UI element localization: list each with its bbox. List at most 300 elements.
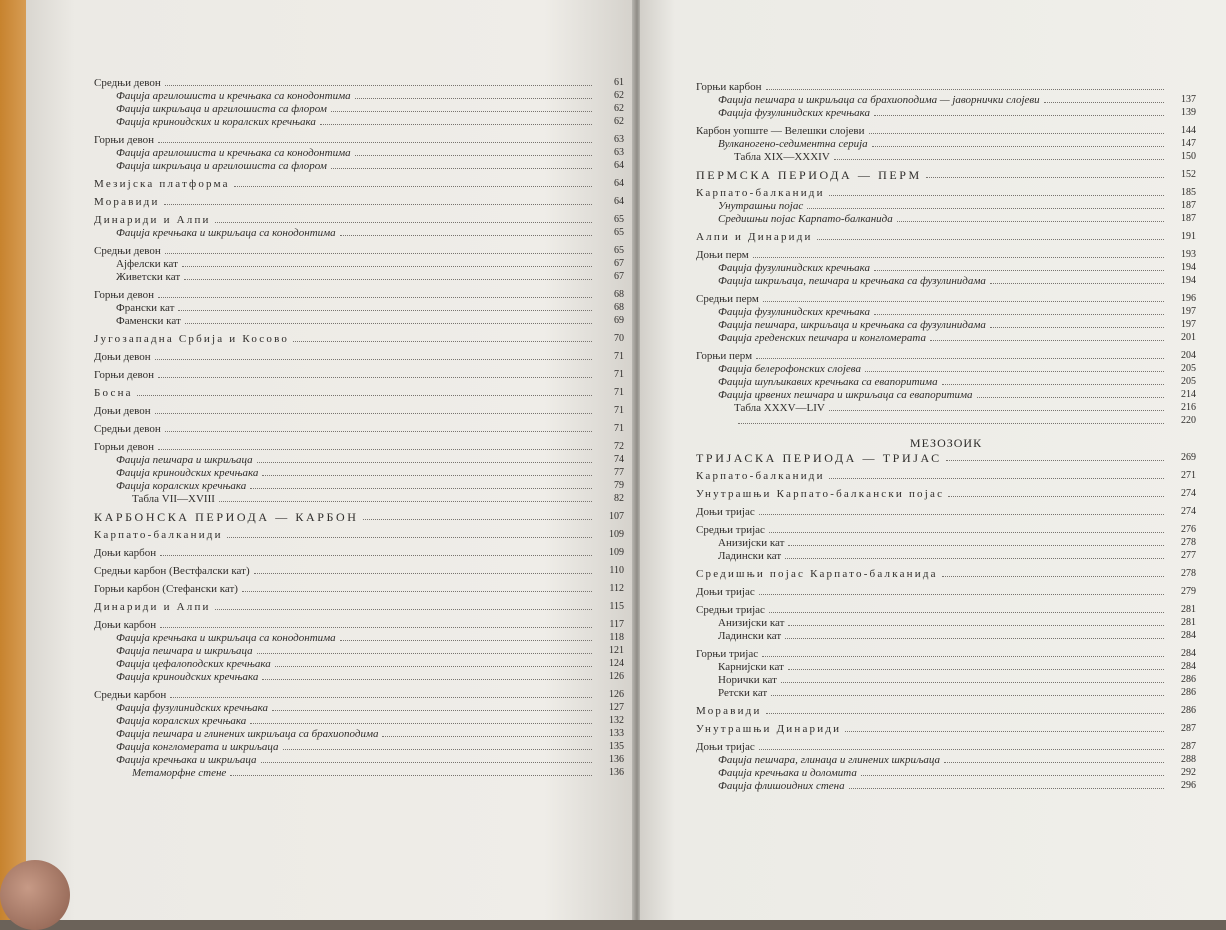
toc-leader-dots xyxy=(158,142,592,143)
toc-entry-page: 281 xyxy=(1181,617,1196,628)
toc-leader-dots xyxy=(275,666,592,667)
toc-entry xyxy=(94,479,624,492)
toc-entry-page: 68 xyxy=(614,289,624,300)
toc-entry xyxy=(696,469,1196,482)
toc-entry-label: Средњи девон xyxy=(94,77,161,89)
toc-leader-dots xyxy=(164,204,592,205)
toc-entry-page: 71 xyxy=(614,387,624,398)
toc-entry xyxy=(696,137,1196,150)
toc-leader-dots xyxy=(762,656,1164,657)
toc-entry-label: Табла XXXV—LIV xyxy=(734,402,825,414)
toc-entry xyxy=(696,585,1196,598)
toc-entry xyxy=(94,644,624,657)
toc-entry xyxy=(94,301,624,314)
toc-leader-dots xyxy=(759,594,1164,595)
toc-entry xyxy=(696,248,1196,261)
toc-leader-dots xyxy=(845,731,1164,732)
toc-entry xyxy=(696,230,1196,243)
toc-entry-page: 204 xyxy=(1181,350,1196,361)
toc-entry-label: Фација кречњака и доломита xyxy=(718,767,857,779)
toc-leader-dots xyxy=(897,221,1164,222)
toc-leader-dots xyxy=(215,222,592,223)
toc-leader-dots xyxy=(155,359,592,360)
toc-entry xyxy=(696,603,1196,616)
toc-entry-label: Горњи карбон (Стефански кат) xyxy=(94,583,238,595)
toc-leader-dots xyxy=(944,762,1164,763)
toc-entry xyxy=(696,199,1196,212)
toc-entry xyxy=(696,331,1196,344)
toc-entry-page: 187 xyxy=(1181,213,1196,224)
toc-entry xyxy=(696,106,1196,119)
toc-leader-dots xyxy=(355,98,592,99)
toc-entry xyxy=(696,647,1196,660)
toc-entry xyxy=(696,401,1196,414)
toc-entry-label: Фација пешчара и шкриљаца xyxy=(116,645,253,657)
toc-entry-label: Средњи девон xyxy=(94,423,161,435)
toc-entry-label: Средњи тријас xyxy=(696,524,765,536)
toc-entry-page: 185 xyxy=(1181,187,1196,198)
toc-entry-page: 194 xyxy=(1181,262,1196,273)
toc-entry xyxy=(696,704,1196,717)
toc-entry-label: Фаменски кат xyxy=(116,315,181,327)
toc-entry-page: 69 xyxy=(614,315,624,326)
toc-entry xyxy=(94,422,624,435)
toc-entry-page: 64 xyxy=(614,196,624,207)
toc-leader-dots xyxy=(160,555,592,556)
toc-entry-label: Средњи девон xyxy=(94,245,161,257)
toc-entry-label: Карнијски кат xyxy=(718,661,784,673)
toc-leader-dots xyxy=(182,266,592,267)
toc-entry-label: Фација аргилошиста и кречњака са конодонтима xyxy=(116,90,351,102)
toc-entry-label: Горњи девон xyxy=(94,289,154,301)
toc-entry-page: 126 xyxy=(609,689,624,700)
toc-entry-page: 115 xyxy=(609,601,624,612)
toc-entry-label: КАРБОНСКА ПЕРИОДА — КАРБОН xyxy=(94,510,359,524)
toc-leader-dots xyxy=(948,496,1164,497)
toc-entry-page: 274 xyxy=(1181,488,1196,499)
toc-entry-label: Средишњи појас Карпато-балканида xyxy=(718,213,893,225)
toc-entry xyxy=(696,318,1196,331)
toc-entry-page: 65 xyxy=(614,227,624,238)
toc-entry xyxy=(696,362,1196,375)
toc-entry-page: 126 xyxy=(609,671,624,682)
toc-entry-page: 64 xyxy=(614,160,624,171)
toc-entry-label: Ладински кат xyxy=(718,630,782,642)
toc-leader-dots xyxy=(769,532,1164,533)
toc-entry xyxy=(94,564,624,577)
toc-entry-page: 216 xyxy=(1181,402,1196,413)
toc-leader-dots xyxy=(185,323,592,324)
toc-entry-page: 71 xyxy=(614,405,624,416)
toc-entry xyxy=(94,89,624,102)
toc-entry-label: Доњи девон xyxy=(94,405,151,417)
toc-leader-dots xyxy=(759,749,1164,750)
toc-entry xyxy=(94,314,624,327)
toc-entry xyxy=(696,505,1196,518)
toc-leader-dots xyxy=(165,431,592,432)
toc-entry xyxy=(696,766,1196,779)
toc-entry xyxy=(94,270,624,283)
toc-leader-dots xyxy=(331,111,592,112)
toc-entry xyxy=(696,567,1196,580)
toc-entry xyxy=(94,740,624,753)
toc-entry-label: Живетски кат xyxy=(116,271,181,283)
toc-entry xyxy=(696,375,1196,388)
toc-leader-dots xyxy=(170,697,592,698)
toc-entry-page: 132 xyxy=(609,715,624,726)
toc-entry-label: Горњи девон xyxy=(94,441,154,453)
toc-entry-label: Фација коралских кречњака xyxy=(116,715,247,727)
toc-entry-label: Доњи тријас xyxy=(696,586,755,598)
toc-leader-dots xyxy=(242,591,592,592)
toc-leader-dots xyxy=(738,423,1164,424)
toc-leader-dots xyxy=(254,573,592,574)
toc-entry-label: Карпато-балканиди xyxy=(696,187,825,199)
toc-entry-page: 82 xyxy=(614,493,624,504)
toc-entry-label: Средњи перм xyxy=(696,293,759,305)
toc-entry-label: Фација кречњака и шкриљаца са конодонтима xyxy=(116,632,336,644)
toc-entry xyxy=(94,133,624,146)
toc-entry xyxy=(696,349,1196,362)
toc-leader-dots xyxy=(250,488,592,489)
toc-entry-page: 71 xyxy=(614,351,624,362)
toc-entry-label: Фација пешчара, глинаца и глинених шкриљаца xyxy=(718,754,941,766)
toc-leader-dots xyxy=(753,257,1164,258)
toc-entry xyxy=(94,195,624,208)
toc-entry xyxy=(696,523,1196,536)
toc-entry-label: Фација пешчара и шкриљаца xyxy=(116,454,253,466)
toc-entry-label: Фација фузулинидских кречњака xyxy=(718,107,870,119)
toc-entry-page: 279 xyxy=(1181,586,1196,597)
toc-entry-label: Норички кат xyxy=(718,674,777,686)
toc-leader-dots xyxy=(340,640,592,641)
toc-entry xyxy=(94,492,624,505)
toc-leader-dots xyxy=(283,749,592,750)
toc-entry xyxy=(94,453,624,466)
toc-leader-dots xyxy=(849,788,1164,789)
toc-entry-page: 187 xyxy=(1181,200,1196,211)
toc-leader-dots xyxy=(807,208,1164,209)
toc-entry-page: 110 xyxy=(609,565,624,576)
toc-entry xyxy=(94,226,624,239)
toc-leader-dots xyxy=(874,115,1164,116)
toc-leader-dots xyxy=(257,653,592,654)
toc-entry-page: 152 xyxy=(1181,169,1196,180)
toc-entry xyxy=(696,753,1196,766)
toc-entry xyxy=(94,332,624,345)
toc-entry-label: Горњи перм xyxy=(696,350,753,362)
toc-leader-dots xyxy=(990,327,1164,328)
toc-leader-dots xyxy=(788,625,1164,626)
toc-entry xyxy=(696,124,1196,137)
toc-entry-page: 201 xyxy=(1181,332,1196,343)
toc-entry-label: Средњи карбон (Вестфалски кат) xyxy=(94,565,250,577)
toc-entry-label: Фација кречњака и шкриљаца са конодонтима xyxy=(116,227,336,239)
toc-entry-label: Средњи тријас xyxy=(696,604,765,616)
toc-entry-page: 62 xyxy=(614,116,624,127)
toc-entry-page: 276 xyxy=(1181,524,1196,535)
toc-entry xyxy=(696,779,1196,792)
toc-entry-page: 107 xyxy=(609,511,624,522)
toc-entry-label: Фација пешчара и шкриљаца са брахиоподима — јаворнички слојеви xyxy=(718,94,1040,106)
toc-entry-label: Југозападна Србија и Косово xyxy=(94,333,290,345)
toc-leader-dots xyxy=(829,478,1164,479)
toc-leader-dots xyxy=(756,358,1164,359)
toc-entry-page: 286 xyxy=(1181,705,1196,716)
toc-leader-dots xyxy=(766,713,1164,714)
toc-leader-dots xyxy=(158,449,592,450)
toc-entry-page: 271 xyxy=(1181,470,1196,481)
toc-entry xyxy=(696,536,1196,549)
toc-entry xyxy=(696,212,1196,225)
toc-leader-dots xyxy=(829,195,1164,196)
toc-leader-dots xyxy=(293,341,592,342)
toc-entry-label: Фација фузулинидских кречњака xyxy=(718,306,870,318)
toc-entry-page: 62 xyxy=(614,103,624,114)
toc-entry xyxy=(94,714,624,727)
toc-entry-label: Доњи тријас xyxy=(696,506,755,518)
toc-entry xyxy=(94,404,624,417)
toc-leader-dots xyxy=(788,545,1164,546)
toc-entry-page: 284 xyxy=(1181,661,1196,672)
toc-entry-page: 64 xyxy=(614,178,624,189)
toc-entry xyxy=(696,616,1196,629)
toc-leader-dots xyxy=(272,710,592,711)
toc-entry-page: 269 xyxy=(1181,452,1196,463)
toc-entry-page: 127 xyxy=(609,702,624,713)
toc-leader-dots xyxy=(865,371,1164,372)
toc-entry xyxy=(94,288,624,301)
toc-entry xyxy=(696,722,1196,735)
toc-entry-label: Доњи карбон xyxy=(94,619,157,631)
toc-entry xyxy=(696,673,1196,686)
toc-entry-page: 193 xyxy=(1181,249,1196,260)
toc-entry-label: Карпато-балканиди xyxy=(94,529,223,541)
toc-entry-label: Унутрашњи појас xyxy=(718,200,804,212)
toc-entry-page: 197 xyxy=(1181,319,1196,330)
toc-entry-label: Горњи карбон xyxy=(696,81,762,93)
toc-entry-label: Мезијска платформа xyxy=(94,178,230,190)
toc-entry-label: Фација шкриљаца и аргилошиста са флором xyxy=(116,160,327,172)
toc-leader-dots xyxy=(184,279,592,280)
toc-entry-label: Горњи девон xyxy=(94,134,154,146)
toc-entry xyxy=(94,657,624,670)
toc-entry xyxy=(94,510,624,523)
toc-leader-dots xyxy=(942,384,1164,385)
toc-entry xyxy=(94,386,624,399)
toc-entry-page: 286 xyxy=(1181,674,1196,685)
toc-entry-page: 117 xyxy=(609,619,624,630)
toc-leader-dots xyxy=(769,612,1164,613)
toc-entry-page: 136 xyxy=(609,767,624,778)
toc-entry-page: 281 xyxy=(1181,604,1196,615)
toc-entry-page: 109 xyxy=(609,529,624,540)
toc-entry-label: ПЕРМСКА ПЕРИОДА — ПЕРМ xyxy=(696,168,922,182)
toc-entry-page: 109 xyxy=(609,547,624,558)
toc-leader-dots xyxy=(230,775,592,776)
toc-entry xyxy=(94,177,624,190)
toc-leader-dots xyxy=(869,133,1164,134)
toc-entry xyxy=(94,440,624,453)
toc-entry xyxy=(696,186,1196,199)
toc-entry-label: Фација шкриљаца и аргилошиста са флором xyxy=(116,103,327,115)
toc-entry xyxy=(94,753,624,766)
toc-entry xyxy=(94,368,624,381)
toc-entry-label: Табла VII—XVIII xyxy=(132,493,215,505)
toc-entry-page: 121 xyxy=(609,645,624,656)
toc-entry xyxy=(696,150,1196,163)
toc-entry-page: 205 xyxy=(1181,363,1196,374)
toc-entry-page: 139 xyxy=(1181,107,1196,118)
toc-entry-page: 274 xyxy=(1181,506,1196,517)
toc-entry xyxy=(94,631,624,644)
toc-entry-page: 284 xyxy=(1181,648,1196,659)
left-toc xyxy=(94,76,624,779)
toc-entry-page: 288 xyxy=(1181,754,1196,765)
toc-entry-page: 147 xyxy=(1181,138,1196,149)
toc-entry-label: Вулканогено-седиментна серија xyxy=(718,138,868,150)
toc-entry-page: 79 xyxy=(614,480,624,491)
toc-entry-label: Фација белерофонских слојева xyxy=(718,363,861,375)
toc-entry-label: Моравиди xyxy=(696,705,762,717)
toc-entry-label: Доњи карбон xyxy=(94,547,157,559)
toc-leader-dots xyxy=(363,519,593,520)
toc-entry xyxy=(94,528,624,541)
toc-entry xyxy=(94,102,624,115)
toc-leader-dots xyxy=(158,297,592,298)
toc-entry-label: Доњи тријас xyxy=(696,741,755,753)
toc-entry-page: 67 xyxy=(614,258,624,269)
toc-leader-dots xyxy=(234,186,592,187)
toc-entry-page: 71 xyxy=(614,369,624,380)
toc-entry xyxy=(94,466,624,479)
toc-entry-label: Фација криноидских и коралских кречњака xyxy=(116,116,316,128)
right-page xyxy=(640,0,1226,920)
toc-leader-dots xyxy=(872,146,1164,147)
toc-entry-label: Ладински кат xyxy=(718,550,782,562)
toc-leader-dots xyxy=(137,395,592,396)
toc-entry-page: 118 xyxy=(609,632,624,643)
toc-entry-page: 70 xyxy=(614,333,624,344)
toc-leader-dots xyxy=(165,85,592,86)
toc-leader-dots xyxy=(165,253,592,254)
toc-entry-page: 296 xyxy=(1181,780,1196,791)
toc-entry-page: 67 xyxy=(614,271,624,282)
toc-entry xyxy=(696,388,1196,401)
toc-entry-page: 286 xyxy=(1181,687,1196,698)
toc-entry-label: Анизијски кат xyxy=(718,537,785,549)
toc-leader-dots xyxy=(874,314,1164,315)
toc-entry xyxy=(696,305,1196,318)
toc-leader-dots xyxy=(219,501,592,502)
toc-entry-label: Фација пешчара, шкриљаца и кречњака са фузулинидама xyxy=(718,319,986,331)
toc-leader-dots xyxy=(331,168,592,169)
toc-entry-label: Динариди и Алпи xyxy=(94,601,211,613)
toc-entry-label: Горњи девон xyxy=(94,369,154,381)
toc-entry-page: 144 xyxy=(1181,125,1196,136)
toc-leader-dots xyxy=(785,638,1164,639)
toc-entry-page: 112 xyxy=(609,583,624,594)
toc-entry-page: 278 xyxy=(1181,568,1196,579)
toc-entry xyxy=(94,76,624,89)
toc-entry-label: Средњи карбон xyxy=(94,689,167,701)
toc-entry-page: 63 xyxy=(614,134,624,145)
toc-leader-dots xyxy=(763,301,1164,302)
toc-entry-label: Алпи и Динариди xyxy=(696,231,813,243)
toc-entry-page: 277 xyxy=(1181,550,1196,561)
toc-leader-dots xyxy=(861,775,1164,776)
toc-entry-label: Фација коралских кречњака xyxy=(116,480,247,492)
toc-entry xyxy=(94,670,624,683)
toc-entry-label: Фација криноидских кречњака xyxy=(116,671,259,683)
toc-entry xyxy=(94,257,624,270)
toc-entry-label: Ајфелски кат xyxy=(116,258,178,270)
toc-leader-dots xyxy=(785,558,1164,559)
toc-entry xyxy=(696,549,1196,562)
toc-entry-label: Фација кречњака и шкриљаца xyxy=(116,754,257,766)
toc-entry xyxy=(696,740,1196,753)
toc-entry-page: 137 xyxy=(1181,94,1196,105)
toc-entry-label: Фација аргилошиста и кречњака са конодонтима xyxy=(116,147,351,159)
toc-entry-label: Доњи девон xyxy=(94,351,151,363)
toc-entry-page: 68 xyxy=(614,302,624,313)
toc-entry xyxy=(696,629,1196,642)
toc-entry-label: Фација шкриљаца, пешчара и кречњака са фузулинидама xyxy=(718,275,986,287)
toc-entry-page: 65 xyxy=(614,245,624,256)
toc-entry xyxy=(94,600,624,613)
toc-entry-page: 292 xyxy=(1181,767,1196,778)
toc-entry xyxy=(94,115,624,128)
toc-entry-page: 197 xyxy=(1181,306,1196,317)
toc-leader-dots xyxy=(250,723,592,724)
toc-entry xyxy=(696,660,1196,673)
toc-leader-dots xyxy=(829,410,1164,411)
toc-entry-page: 196 xyxy=(1181,293,1196,304)
toc-leader-dots xyxy=(817,239,1164,240)
toc-entry-page: 278 xyxy=(1181,537,1196,548)
toc-leader-dots xyxy=(946,460,1164,461)
toc-entry xyxy=(696,274,1196,287)
toc-entry-page: 135 xyxy=(609,741,624,752)
toc-entry-label: Фација конгломерата и шкриљаца xyxy=(116,741,279,753)
toc-leader-dots xyxy=(382,736,592,737)
toc-leader-dots xyxy=(178,310,592,311)
toc-leader-dots xyxy=(261,762,592,763)
toc-leader-dots xyxy=(1044,102,1164,103)
toc-entry xyxy=(94,701,624,714)
toc-entry-label: Унутрашњи Карпато-балкански појас xyxy=(696,488,945,500)
toc-entry-page: 194 xyxy=(1181,275,1196,286)
toc-entry xyxy=(94,766,624,779)
toc-entry-label: ТРИЈАСКА ПЕРИОДА — ТРИЈАС xyxy=(696,451,942,465)
toc-entry xyxy=(94,350,624,363)
toc-entry xyxy=(696,292,1196,305)
toc-leader-dots xyxy=(930,340,1164,341)
toc-entry xyxy=(696,451,1196,464)
toc-leader-dots xyxy=(227,537,592,538)
toc-leader-dots xyxy=(977,397,1164,398)
toc-entry xyxy=(696,686,1196,699)
toc-leader-dots xyxy=(788,669,1164,670)
toc-leader-dots xyxy=(320,124,592,125)
toc-leader-dots xyxy=(781,682,1164,683)
toc-entry-label: Фација пешчара и глинених шкриљаца са брахиоподима xyxy=(116,728,379,740)
toc-entry-label: Горњи тријас xyxy=(696,648,759,660)
toc-entry-label: Динариди и Алпи xyxy=(94,214,211,226)
toc-leader-dots xyxy=(990,283,1164,284)
toc-entry xyxy=(696,168,1196,181)
toc-entry-page: 71 xyxy=(614,423,624,434)
